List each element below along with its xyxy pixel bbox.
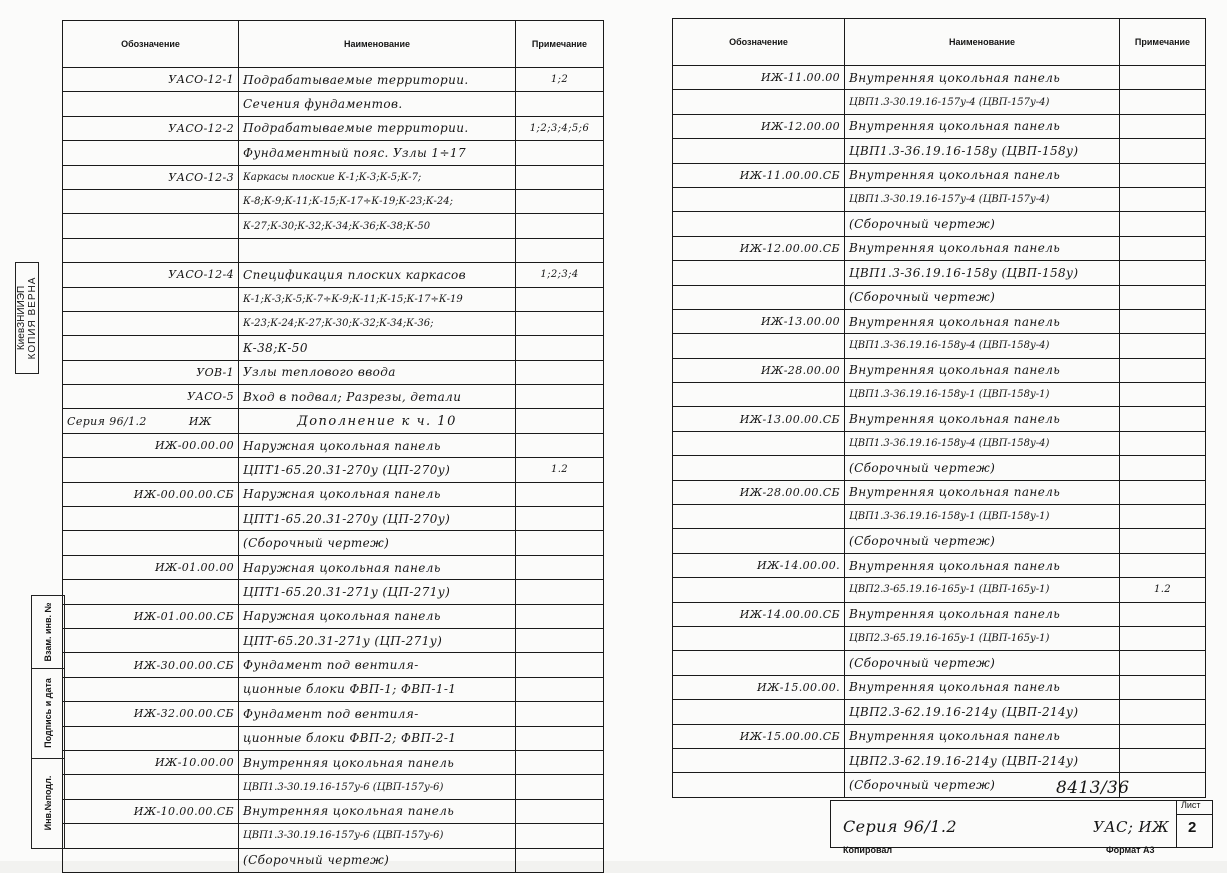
table-row: [63, 409, 604, 433]
table-row: [63, 92, 604, 116]
designation-cell: [673, 285, 845, 309]
name-cell: (Сборочный чертеж): [845, 651, 1120, 675]
note-cell: [1120, 700, 1206, 724]
name-cell: Наружная цокольная панель: [239, 482, 516, 506]
note-cell: [1120, 309, 1206, 333]
name-cell: Внутренняя цокольная панель: [845, 114, 1120, 138]
note-cell: [1120, 505, 1206, 529]
note-cell: [516, 824, 604, 848]
header-note: Примечание: [516, 21, 604, 68]
designation-cell: ИЖ-01.00.00: [63, 555, 239, 579]
name-cell: Фундамент под вентиля-: [239, 702, 516, 726]
note-cell: 1;2;3;4: [516, 263, 604, 287]
table-row: [673, 90, 1206, 114]
note-cell: [516, 165, 604, 189]
header-designation: Обозначение: [63, 21, 239, 68]
note-cell: [1120, 431, 1206, 455]
note-cell: [516, 287, 604, 311]
table-header-row: [63, 21, 604, 68]
name-cell: Наружная цокольная панель: [239, 604, 516, 628]
name-cell: ЦВП2.3-62.19.16-214у (ЦВП-214у): [845, 700, 1120, 724]
designation-cell: [63, 214, 239, 238]
note-cell: [1120, 407, 1206, 431]
note-cell: [1120, 187, 1206, 211]
note-cell: [516, 385, 604, 409]
note-cell: [1120, 773, 1206, 797]
designation-cell: [673, 212, 845, 236]
designation-cell: [673, 773, 845, 797]
table-row: [673, 236, 1206, 260]
designation-cell: УАСО-12-1: [63, 68, 239, 92]
designation-cell: [63, 775, 239, 799]
name-cell: Узлы теплового ввода: [239, 360, 516, 384]
sheet-number: 2: [1188, 819, 1197, 836]
table-row: [673, 724, 1206, 748]
table-row: [673, 480, 1206, 504]
document-number: 8413/36: [1056, 778, 1130, 798]
name-cell: К-38;К-50: [239, 336, 516, 360]
note-cell: [516, 336, 604, 360]
note-cell: [516, 604, 604, 628]
designation-cell: [673, 334, 845, 358]
note-cell: [1120, 724, 1206, 748]
note-cell: [1120, 383, 1206, 407]
table-row: [63, 311, 604, 335]
name-cell: К-23;К-24;К-27;К-30;К-32;К-34;К-36;: [239, 311, 516, 335]
designation-cell: [673, 383, 845, 407]
table-row: [63, 824, 604, 848]
designation-cell: [63, 409, 239, 433]
name-cell: ЦВП1.3-36.19.16-158у-1 (ЦВП-158у-1): [845, 383, 1120, 407]
note-cell: [516, 580, 604, 604]
designation-cell: [673, 578, 845, 602]
name-cell: ЦВП1.3-36.19.16-158у (ЦВП-158у): [845, 261, 1120, 285]
designation-cell: ИЖ-15.00.00.: [673, 675, 845, 699]
note-cell: [1120, 602, 1206, 626]
designation-cell: [63, 336, 239, 360]
table-row: [63, 848, 604, 872]
table-row: [673, 187, 1206, 211]
name-cell: Подрабатываемые территории.: [239, 116, 516, 140]
note-cell: [516, 677, 604, 701]
name-cell: ЦПТ-65.20.31-271у (ЦП-271у): [239, 628, 516, 652]
note-cell: [516, 775, 604, 799]
designation-cell: [63, 287, 239, 311]
note-cell: [516, 360, 604, 384]
table-row: [63, 653, 604, 677]
note-cell: [516, 141, 604, 165]
name-cell: [239, 238, 516, 262]
table-row: [673, 431, 1206, 455]
note-cell: [1120, 529, 1206, 553]
note-cell: [1120, 236, 1206, 260]
designation-cell: [63, 311, 239, 335]
name-cell: ЦВП1.3-30.19.16-157у-4 (ЦВП-157у-4): [845, 187, 1120, 211]
table-row: [63, 141, 604, 165]
note-cell: [516, 848, 604, 872]
note-cell: 1;2;3;4;5;6: [516, 116, 604, 140]
table-row: [63, 336, 604, 360]
header-designation: Обозначение: [673, 19, 845, 66]
name-cell: Дополнение к ч. 10: [239, 409, 516, 433]
table-row: [673, 66, 1206, 90]
note-cell: [1120, 334, 1206, 358]
designation-cell: [63, 677, 239, 701]
name-cell: (Сборочный чертеж): [845, 285, 1120, 309]
designation-cell: ИЖ-14.00.00.: [673, 553, 845, 577]
designation-cell: [673, 626, 845, 650]
table-row: [63, 677, 604, 701]
note-cell: [1120, 748, 1206, 772]
table-row: [63, 385, 604, 409]
designation-cell: ИЖ-11.00.00: [673, 66, 845, 90]
name-cell: ционные блоки ФВП-2; ФВП-2-1: [239, 726, 516, 750]
name-cell: ЦПТ1-65.20.31-270у (ЦП-270у): [239, 458, 516, 482]
table-row: [63, 214, 604, 238]
note-cell: [516, 409, 604, 433]
note-cell: [1120, 553, 1206, 577]
name-cell: Спецификация плоских каркасов: [239, 263, 516, 287]
table-row: [673, 456, 1206, 480]
name-cell: (Сборочный чертеж): [239, 531, 516, 555]
name-cell: Подрабатываемые территории.: [239, 68, 516, 92]
table-row: [63, 555, 604, 579]
note-cell: [516, 507, 604, 531]
designation-cell: УАСО-12-2: [63, 116, 239, 140]
table-row: [63, 68, 604, 92]
format-label: Формат А3: [1106, 845, 1155, 855]
designation-cell: [63, 141, 239, 165]
designation-text: ИЖ: [188, 414, 212, 428]
header-note: Примечание: [1120, 19, 1206, 66]
note-cell: [1120, 66, 1206, 90]
table-row: [63, 287, 604, 311]
designation-cell: [673, 529, 845, 553]
name-cell: Сечения фундаментов.: [239, 92, 516, 116]
replacement-inventory-label: Взам. инв. №: [43, 602, 53, 662]
sheet-label: Лист: [1181, 800, 1201, 810]
designation-cell: ИЖ-12.00.00.СБ: [673, 236, 845, 260]
note-cell: [1120, 261, 1206, 285]
name-cell: К-8;К-9;К-11;К-15;К-17÷К-19;К-23;К-24;: [239, 189, 516, 213]
designation-cell: [63, 458, 239, 482]
designation-cell: [63, 824, 239, 848]
note-cell: [516, 628, 604, 652]
name-cell: ЦВП1.3-30.19.16-157у-4 (ЦВП-157у-4): [845, 90, 1120, 114]
note-cell: [516, 750, 604, 774]
table-row: [63, 360, 604, 384]
name-cell: ционные блоки ФВП-1; ФВП-1-1: [239, 677, 516, 701]
table-row: [673, 529, 1206, 553]
approval-columns: [31, 595, 65, 849]
note-cell: [516, 531, 604, 555]
table-row: [63, 604, 604, 628]
table-row: [63, 531, 604, 555]
designation-cell: УАСО-12-4: [63, 263, 239, 287]
note-cell: [1120, 651, 1206, 675]
name-cell: Вход в подвал; Разрезы, детали: [239, 385, 516, 409]
table-row: [673, 261, 1206, 285]
note-cell: [516, 311, 604, 335]
name-cell: ЦВП1.3-36.19.16-158у-1 (ЦВП-158у-1): [845, 505, 1120, 529]
table-row: [63, 263, 604, 287]
left-spec-table: [62, 20, 604, 873]
designation-cell: ИЖ-10.00.00.СБ: [63, 799, 239, 823]
name-cell: К-27;К-30;К-32;К-34;К-36;К-38;К-50: [239, 214, 516, 238]
designation-cell: УАСО-5: [63, 385, 239, 409]
designation-cell: ИЖ-32.00.00.СБ: [63, 702, 239, 726]
note-cell: [1120, 675, 1206, 699]
name-cell: Внутренняя цокольная панель: [845, 675, 1120, 699]
name-cell: К-1;К-3;К-5;К-7÷К-9;К-11;К-15;К-17÷К-19: [239, 287, 516, 311]
designation-cell: ИЖ-00.00.00.СБ: [63, 482, 239, 506]
name-cell: ЦВП1.3-30.19.16-157у-6 (ЦВП-157у-6): [239, 775, 516, 799]
designation-cell: [673, 187, 845, 211]
note-cell: [516, 726, 604, 750]
name-cell: Внутренняя цокольная панель: [845, 553, 1120, 577]
signature-date-label: Подпись и дата: [43, 678, 53, 748]
table-row: [673, 748, 1206, 772]
table-row: [673, 553, 1206, 577]
name-cell: ЦВП1.3-36.19.16-158у-4 (ЦВП-158у-4): [845, 431, 1120, 455]
series-label: Серия 96/1.2: [843, 817, 957, 836]
table-row: [63, 580, 604, 604]
note-cell: [516, 189, 604, 213]
table-row: [63, 799, 604, 823]
designation-cell: [63, 726, 239, 750]
table-row: [673, 114, 1206, 138]
note-cell: [516, 555, 604, 579]
table-row: [63, 189, 604, 213]
note-cell: [516, 482, 604, 506]
note-cell: [1120, 90, 1206, 114]
table-row: [673, 212, 1206, 236]
designation-cell: [673, 505, 845, 529]
name-cell: Внутренняя цокольная панель: [845, 163, 1120, 187]
table-row: [63, 507, 604, 531]
note-cell: [1120, 114, 1206, 138]
designation-cell: [673, 456, 845, 480]
note-cell: 1.2: [516, 458, 604, 482]
copied-label: Копировал: [843, 845, 893, 855]
name-cell: Фундаментный пояс. Узлы 1÷17: [239, 141, 516, 165]
note-cell: [1120, 212, 1206, 236]
designation-cell: ИЖ-28.00.00: [673, 358, 845, 382]
designation-cell: [673, 261, 845, 285]
name-cell: (Сборочный чертеж): [845, 212, 1120, 236]
name-cell: ЦПТ1-65.20.31-270у (ЦП-270у): [239, 507, 516, 531]
table-row: [673, 334, 1206, 358]
designation-cell: ИЖ-13.00.00.СБ: [673, 407, 845, 431]
note-cell: [516, 238, 604, 262]
series-cell-text: Серия 96/1.2: [67, 414, 147, 428]
designation-cell: [673, 700, 845, 724]
designation-cell: ИЖ-01.00.00.СБ: [63, 604, 239, 628]
table-row: [63, 433, 604, 457]
name-cell: Внутренняя цокольная панель: [845, 407, 1120, 431]
header-name: Наименование: [845, 19, 1120, 66]
name-cell: (Сборочный чертеж): [845, 456, 1120, 480]
table-row: [63, 628, 604, 652]
title-block: [830, 800, 1213, 848]
name-cell: (Сборочный чертеж): [239, 848, 516, 872]
table-row: [673, 626, 1206, 650]
stamp-line-2: КОПИЯ ВЕРНА: [27, 276, 38, 360]
table-row: [673, 309, 1206, 333]
name-cell: Внутренняя цокольная панель: [845, 602, 1120, 626]
designation-cell: [63, 189, 239, 213]
designation-cell: [63, 531, 239, 555]
designation-cell: ИЖ-28.00.00.СБ: [673, 480, 845, 504]
name-cell: ЦВП1.3-36.19.16-158у (ЦВП-158у): [845, 139, 1120, 163]
note-cell: [1120, 480, 1206, 504]
name-cell: (Сборочный чертеж): [845, 773, 1120, 797]
table-row: [673, 651, 1206, 675]
table-row: [63, 458, 604, 482]
designation-cell: [673, 748, 845, 772]
designation-cell: ИЖ-11.00.00.СБ: [673, 163, 845, 187]
name-cell: Каркасы плоские К-1;К-3;К-5;К-7;: [239, 165, 516, 189]
name-cell: ЦВП2.3-65.19.16-165у-1 (ЦВП-165у-1): [845, 626, 1120, 650]
header-name: Наименование: [239, 21, 516, 68]
table-header-row: [673, 19, 1206, 66]
name-cell: Внутренняя цокольная панель: [845, 236, 1120, 260]
name-cell: Наружная цокольная панель: [239, 555, 516, 579]
designation-cell: [673, 139, 845, 163]
name-cell: ЦВП1.3-36.19.16-158у-4 (ЦВП-158у-4): [845, 334, 1120, 358]
table-row: [673, 285, 1206, 309]
note-cell: [1120, 456, 1206, 480]
table-row: [63, 750, 604, 774]
table-row: [673, 358, 1206, 382]
name-cell: ЦВП2.3-62.19.16-214у (ЦВП-214у): [845, 748, 1120, 772]
name-cell: Наружная цокольная панель: [239, 433, 516, 457]
name-cell: ЦВП2.3-65.19.16-165у-1 (ЦВП-165у-1): [845, 578, 1120, 602]
name-cell: (Сборочный чертеж): [845, 529, 1120, 553]
designation-cell: ИЖ-15.00.00.СБ: [673, 724, 845, 748]
designation-cell: ИЖ-14.00.00.СБ: [673, 602, 845, 626]
note-cell: [1120, 358, 1206, 382]
table-row: [63, 238, 604, 262]
note-cell: [1120, 626, 1206, 650]
note-cell: [1120, 163, 1206, 187]
note-cell: [1120, 139, 1206, 163]
document-code: УАС; ИЖ: [1093, 818, 1170, 836]
name-cell: ЦВП1.3-30.19.16-157у-6 (ЦВП-157у-6): [239, 824, 516, 848]
table-row: [673, 139, 1206, 163]
note-cell: [516, 653, 604, 677]
table-row: [673, 505, 1206, 529]
right-spec-table: [672, 18, 1206, 798]
table-row: [673, 675, 1206, 699]
designation-cell: [673, 90, 845, 114]
table-row: [673, 407, 1206, 431]
table-row: [673, 383, 1206, 407]
name-cell: Фундамент под вентиля-: [239, 653, 516, 677]
name-cell: Внутренняя цокольная панель: [845, 358, 1120, 382]
name-cell: Внутренняя цокольная панель: [845, 480, 1120, 504]
note-cell: [516, 92, 604, 116]
designation-cell: ИЖ-10.00.00: [63, 750, 239, 774]
table-row: [673, 578, 1206, 602]
designation-cell: ИЖ-30.00.00.СБ: [63, 653, 239, 677]
designation-cell: [673, 651, 845, 675]
table-row: [63, 116, 604, 140]
note-cell: 1.2: [1120, 578, 1206, 602]
designation-cell: [63, 92, 239, 116]
designation-cell: [63, 628, 239, 652]
stamp-line-1: КиевЗНИИЭП: [16, 285, 27, 351]
original-inventory-label: Инв.№подл.: [43, 775, 53, 831]
designation-cell: [63, 848, 239, 872]
note-cell: 1;2: [516, 68, 604, 92]
note-cell: [516, 214, 604, 238]
name-cell: ЦПТ1-65.20.31-271у (ЦП-271у): [239, 580, 516, 604]
designation-cell: [63, 507, 239, 531]
name-cell: Внутренняя цокольная панель: [239, 799, 516, 823]
note-cell: [516, 433, 604, 457]
designation-cell: ИЖ-13.00.00: [673, 309, 845, 333]
designation-cell: УОВ-1: [63, 360, 239, 384]
designation-cell: [673, 431, 845, 455]
table-row: [673, 602, 1206, 626]
table-row: [63, 702, 604, 726]
note-cell: [516, 799, 604, 823]
designation-cell: [63, 580, 239, 604]
designation-cell: УАСО-12-3: [63, 165, 239, 189]
table-row: [63, 482, 604, 506]
note-cell: [516, 702, 604, 726]
designation-cell: [63, 238, 239, 262]
table-row: [63, 165, 604, 189]
designation-cell: ИЖ-12.00.00: [673, 114, 845, 138]
table-row: [673, 700, 1206, 724]
table-row: [63, 726, 604, 750]
note-cell: [1120, 285, 1206, 309]
name-cell: Внутренняя цокольная панель: [845, 66, 1120, 90]
table-row: [63, 775, 604, 799]
name-cell: Внутренняя цокольная панель: [239, 750, 516, 774]
name-cell: Внутренняя цокольная панель: [845, 724, 1120, 748]
designation-cell: ИЖ-00.00.00: [63, 433, 239, 457]
name-cell: Внутренняя цокольная панель: [845, 309, 1120, 333]
copy-stamp: [15, 262, 39, 374]
table-row: [673, 163, 1206, 187]
